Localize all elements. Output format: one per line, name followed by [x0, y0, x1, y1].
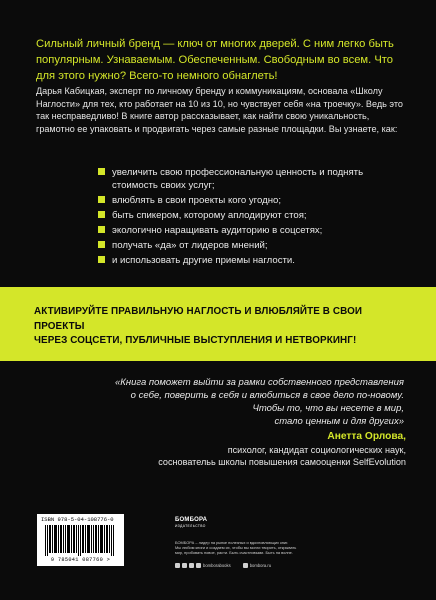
role-line: психолог, кандидат социологических наук, [227, 445, 406, 455]
publisher-logo-text: БОМБОРА [175, 517, 208, 523]
list-item: влюблять в свои проекты кого угодно; [100, 194, 400, 207]
list-item: быть спикером, которому аплодируют стоя; [100, 209, 400, 222]
publisher-line: Мы любим книги и создаем их, чтобы вы могли творить, открывать [175, 545, 297, 550]
bullet-square-icon [98, 256, 105, 263]
vk-icon [175, 563, 180, 568]
promo-band-text [34, 305, 414, 349]
barcode [37, 514, 124, 566]
youtube-icon [196, 563, 201, 568]
barcode-number: 9 785041 087760 > [50, 557, 111, 563]
publisher-line: БОМБОРА – лидер на рынке полезных и вдохновляющих книг. [175, 540, 289, 545]
bullet-square-icon [98, 168, 105, 175]
list-item: увеличить свою профессиональную ценность и поднять стоимость своих услуг; [100, 166, 400, 192]
list-item: экологично наращивать аудиторию в соцсетях; [100, 224, 400, 237]
quote-line: стало ценным и для других» [274, 416, 404, 427]
quote-line: «Книга поможет выйти за рамки собственного представления [114, 377, 404, 388]
bullet-square-icon [98, 241, 105, 248]
bullet-square-icon [98, 211, 105, 218]
social-handle: bomborabooks [203, 563, 231, 568]
bullet-square-icon [98, 226, 105, 233]
barcode-bars [45, 525, 117, 556]
testimonial-quote [52, 376, 404, 428]
lead-paragraph: Сильный личный бренд — ключ от многих дверей. С ним легко быть популярным. Узнаваемым. Обеспеченным. Свободным во всем. Что для этого нужно? Всего-то немного обнаглеть! [36, 38, 394, 82]
publisher-site: bombora.ru [249, 563, 272, 568]
benefits-list [100, 166, 400, 269]
publisher-social [175, 563, 271, 568]
list-item: получать «да» от лидеров мнений; [100, 239, 400, 252]
quote-author: Анетта Орлова, [327, 431, 406, 442]
quote-line: о себе, поверить в себя и влюбиться в свое дело по-новому. [130, 390, 404, 401]
promo-line-1: АКТИВИРУЙТЕ ПРАВИЛЬНУЮ НАГЛОСТЬ И ВЛЮБЛЯЙТЕ В СВОИ ПРОЕКТЫ [34, 306, 363, 332]
instagram-icon [189, 563, 194, 568]
isbn-label: ISBN 978-5-04-108776-0 [41, 516, 114, 523]
quote-author-role [26, 444, 406, 468]
list-item: и использовать другие приемы наглости. [100, 254, 400, 267]
publisher-description [175, 540, 345, 555]
publisher-line: мир, пробовать новое, расти. Быть счастливыми. Быть на волне. [175, 550, 293, 555]
publisher-logo-subtitle: ИЗДАТЕЛЬСТВО [175, 524, 206, 528]
globe-icon [243, 563, 248, 568]
intro-paragraph: Дарья Кабицкая, эксперт по личному бренду и коммуникациям, основала «Школу Наглости» для тех, кто работает на 10 из 10, но чувствует себя «на троечку». Ведь это так несправедливо! В книге автор рассказывает, как найти свою уникальность, грамотно ее упаковать и продвигать через самые разные площадки. Вы узнаете, как: [36, 86, 403, 134]
publisher-logo [175, 517, 208, 535]
role-line: сосновательь школы повышения самооценки SelfEvolution [158, 457, 406, 467]
promo-band [0, 287, 436, 361]
bullet-square-icon [98, 196, 105, 203]
facebook-icon [182, 563, 187, 568]
quote-line: Чтобы то, что вы несете в мир, [252, 403, 404, 414]
promo-line-2: ЧЕРЕЗ СОЦСЕТИ, ПУБЛИЧНЫЕ ВЫСТУПЛЕНИЯ И НЕТВОРКИНГ! [34, 335, 357, 346]
